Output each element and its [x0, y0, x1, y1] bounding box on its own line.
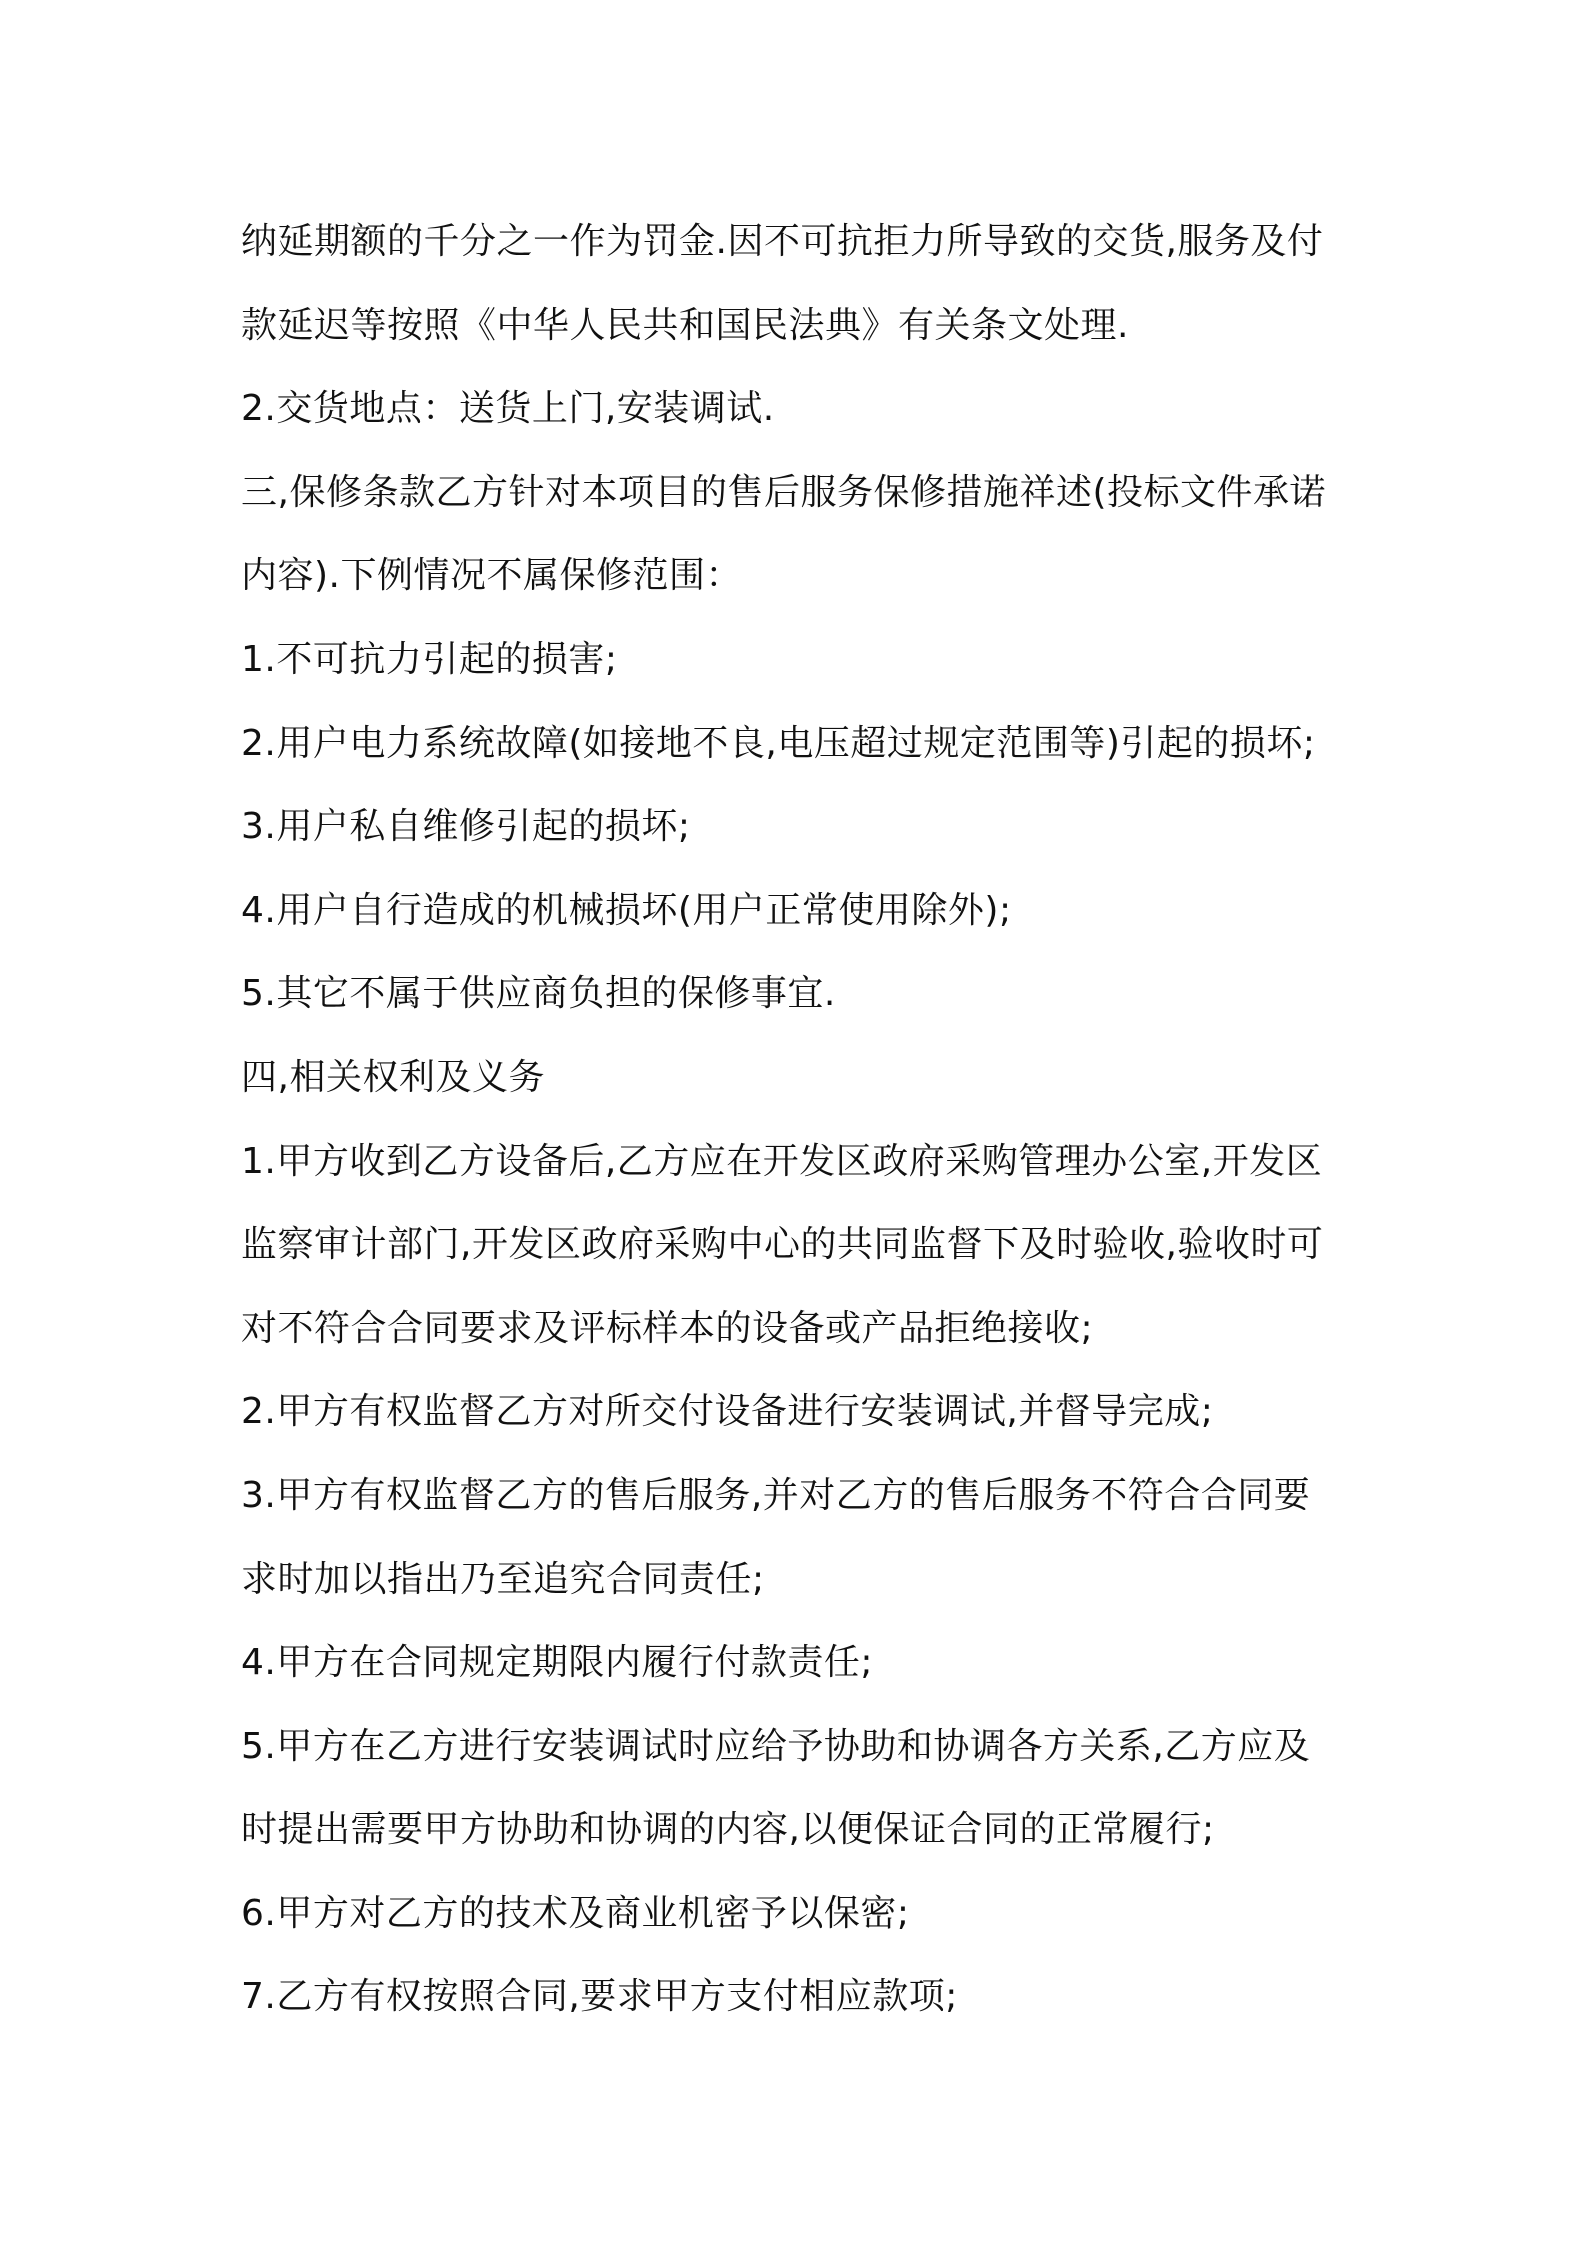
text-line: 款延迟等按照《中华人民共和国民法典》有关条文处理. — [241, 304, 1129, 346]
list-item: 5.其它不属于供应商负担的保修事宜. — [241, 973, 836, 1015]
text-line: 内容).下例情况不属保修范围： — [241, 555, 742, 597]
document-body — [241, 200, 1366, 2039]
list-item: 1.甲方收到乙方设备后,乙方应在开发区政府采购管理办公室,开发区 — [241, 1140, 1323, 1182]
text-line: 监察审计部门,开发区政府采购中心的共同监督下及时验收,验收时可 — [241, 1224, 1324, 1266]
list-item: 2.甲方有权监督乙方对所交付设备进行安装调试,并督导完成; — [241, 1391, 1214, 1433]
section-heading: 三,保修条款乙方针对本项目的售后服务保修措施祥述(投标文件承诺 — [241, 471, 1326, 513]
list-item: 1.不可抗力引起的损害; — [241, 638, 618, 680]
text-line: 对不符合合同要求及评标样本的设备或产品拒绝接收; — [241, 1307, 1094, 1349]
list-item: 5.甲方在乙方进行安装调试时应给予协助和协调各方关系,乙方应及 — [241, 1725, 1311, 1767]
section-heading: 四,相关权利及义务 — [241, 1056, 545, 1098]
list-item: 4.甲方在合同规定期限内履行付款责任; — [241, 1642, 873, 1684]
text-line: 纳延期额的千分之一作为罚金.因不可抗拒力所导致的交货,服务及付 — [241, 221, 1324, 262]
list-item: 3.甲方有权监督乙方的售后服务,并对乙方的售后服务不符合合同要 — [241, 1474, 1311, 1516]
list-item: 4.用户自行造成的机械损坏(用户正常使用除外); — [241, 889, 1012, 931]
list-item: 6.甲方对乙方的技术及商业机密予以保密; — [241, 1892, 910, 1934]
list-item: 7.乙方有权按照合同,要求甲方支付相应款项; — [241, 1976, 958, 2018]
list-item: 3.用户私自维修引起的损坏; — [241, 806, 691, 848]
text-line: 时提出需要甲方协助和协调的内容,以便保证合同的正常履行; — [241, 1809, 1215, 1851]
text-line: 2.交货地点：送货上门,安装调试. — [241, 388, 775, 430]
text-line: 求时加以指出乃至追究合同责任; — [241, 1558, 765, 1600]
list-item: 2.用户电力系统故障(如接地不良,电压超过规定范围等)引起的损坏; — [241, 722, 1316, 764]
